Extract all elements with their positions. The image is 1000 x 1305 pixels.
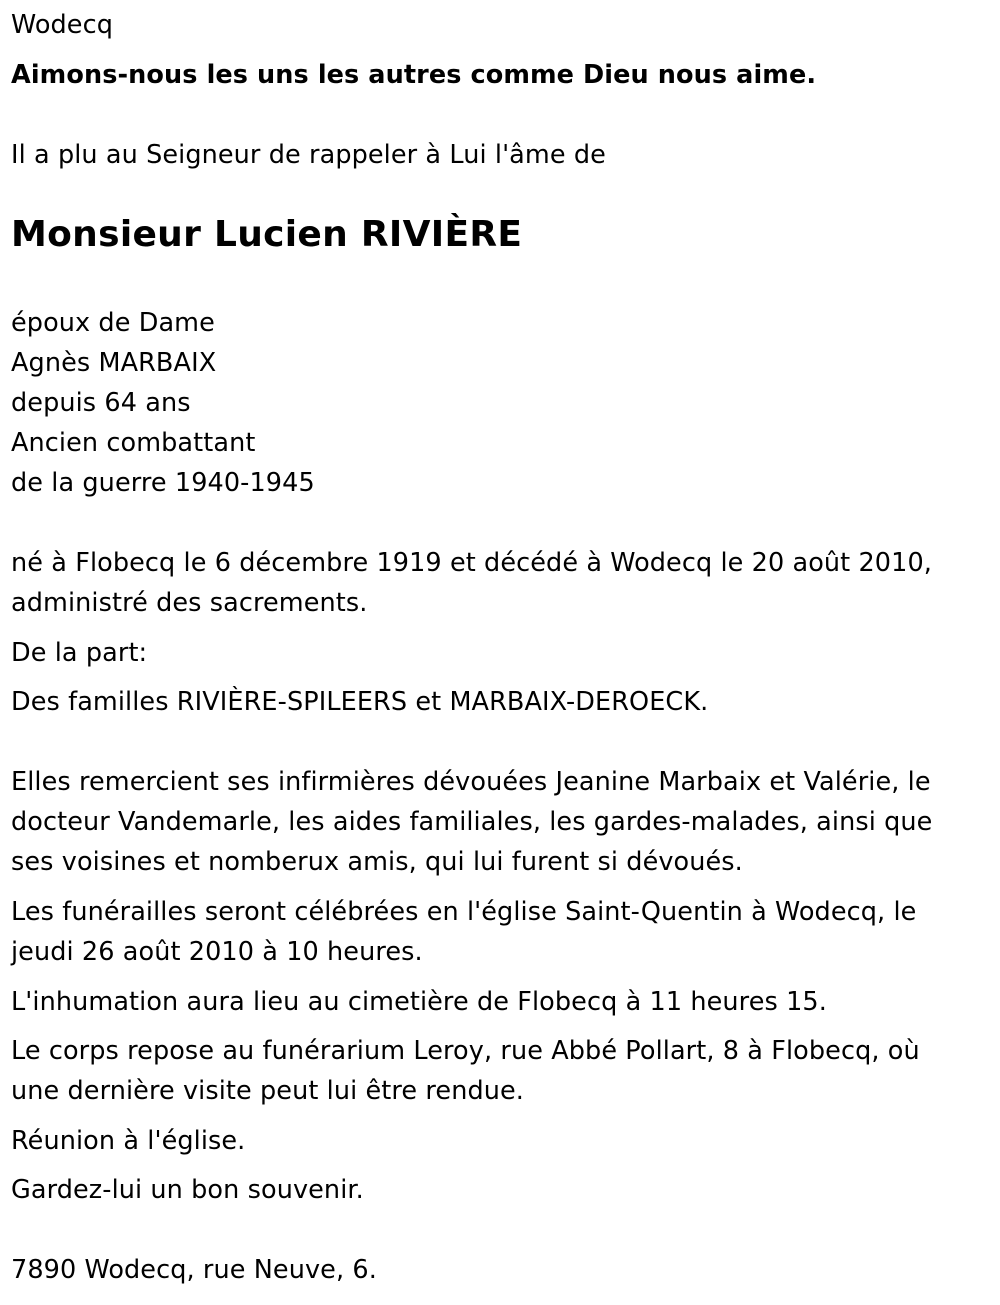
viewing-line: une dernière visite peut lui être rendue. [11, 1076, 525, 1106]
intro-text: Il a plu au Seigneur de rappeler à Lui l'âme de [11, 140, 606, 170]
from-label: De la part: [11, 638, 148, 668]
viewing-line: Le corps repose au funérarium Leroy, rue Abbé Pollart, 8 à Flobecq, où [11, 1036, 920, 1066]
address-text: 7890 Wodecq, rue Neuve, 6. [11, 1255, 377, 1285]
burial-text: L'inhumation aura lieu au cimetière de Flobecq à 11 heures 15. [11, 987, 827, 1017]
spouse-line: Ancien combattant [11, 428, 256, 458]
spouse-line: de la guerre 1940-1945 [11, 468, 315, 498]
spouse-line: Agnès MARBAIX [11, 348, 217, 378]
funeral-line: Les funérailles seront célébrées en l'église Saint-Quentin à Wodecq, le [11, 897, 917, 927]
header-motto: Aimons-nous les uns les autres comme Dieu nous aime. [11, 60, 817, 90]
thanks-line: Elles remercient ses infirmières dévouées Jeanine Marbaix et Valérie, le [11, 767, 931, 797]
thanks-line: ses voisines et nomberux amis, qui lui furent si dévoués. [11, 847, 743, 877]
spouse-line: depuis 64 ans [11, 388, 191, 418]
spouse-line: époux de Dame [11, 308, 215, 338]
deceased-name: Monsieur Lucien RIVIÈRE [11, 214, 523, 255]
funeral-line: jeudi 26 août 2010 à 10 heures. [11, 937, 423, 967]
thanks-line: docteur Vandemarle, les aides familiales, les gardes-malades, ainsi que [11, 807, 933, 837]
closing-text: Gardez-lui un bon souvenir. [11, 1175, 364, 1205]
meeting-text: Réunion à l'église. [11, 1126, 246, 1156]
families-text: Des familles RIVIÈRE-SPILEERS et MARBAIX-DEROECK. [11, 687, 709, 717]
birth-death-line: administré des sacrements. [11, 588, 368, 618]
birth-death-line: né à Flobecq le 6 décembre 1919 et décédé à Wodecq le 20 août 2010, [11, 548, 932, 578]
header-city: Wodecq [11, 10, 114, 40]
